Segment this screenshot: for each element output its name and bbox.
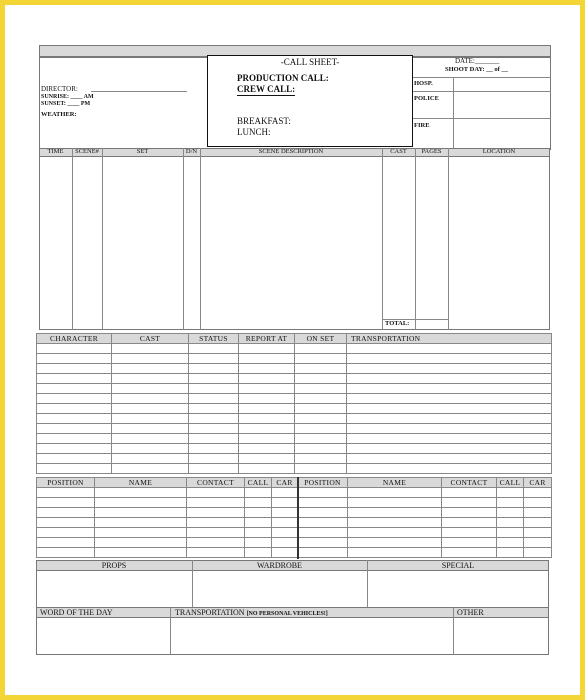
table-cell[interactable] bbox=[347, 404, 552, 414]
table-cell[interactable] bbox=[37, 444, 112, 454]
column-header: ON SET bbox=[295, 334, 347, 344]
table-cell[interactable] bbox=[347, 434, 552, 444]
table-cell[interactable] bbox=[348, 518, 442, 528]
table-cell[interactable] bbox=[348, 548, 442, 558]
table-cell[interactable] bbox=[112, 454, 189, 464]
table-cell[interactable] bbox=[95, 518, 187, 528]
table-cell[interactable] bbox=[239, 344, 295, 354]
shoot-day-label: SHOOT DAY: __ of __ bbox=[445, 66, 508, 73]
table-cell[interactable] bbox=[112, 444, 189, 454]
table-cell[interactable] bbox=[524, 528, 552, 538]
table-cell[interactable] bbox=[37, 394, 112, 404]
table-cell[interactable] bbox=[187, 488, 245, 498]
sunset-label: SUNSET: ____ PM bbox=[41, 101, 91, 107]
table-cell[interactable] bbox=[37, 374, 112, 384]
table-cell[interactable] bbox=[442, 548, 497, 558]
table-cell[interactable] bbox=[245, 508, 272, 518]
table-header-row bbox=[37, 334, 552, 344]
table-cell[interactable] bbox=[347, 444, 552, 454]
column-header: NAME bbox=[95, 478, 187, 488]
table-cell[interactable] bbox=[95, 538, 187, 548]
table-cell[interactable] bbox=[37, 364, 112, 374]
table-cell[interactable] bbox=[239, 394, 295, 404]
table-row bbox=[37, 374, 552, 384]
table-cell[interactable] bbox=[524, 518, 552, 528]
table-cell[interactable] bbox=[245, 498, 272, 508]
table-header-row bbox=[37, 478, 552, 488]
table-row bbox=[37, 394, 552, 404]
table-cell[interactable] bbox=[347, 354, 552, 364]
table-cell[interactable] bbox=[298, 528, 348, 538]
table-cell[interactable] bbox=[112, 404, 189, 414]
table-cell[interactable] bbox=[189, 464, 239, 474]
scene-column-header: SET bbox=[136, 148, 149, 155]
table-cell[interactable] bbox=[95, 548, 187, 558]
right-divider-2 bbox=[413, 91, 551, 92]
table-cell[interactable] bbox=[295, 414, 347, 424]
table-cell[interactable] bbox=[272, 538, 298, 548]
column-header: CONTACT bbox=[442, 478, 497, 488]
table-cell[interactable] bbox=[239, 364, 295, 374]
table-row bbox=[37, 344, 552, 354]
table-cell[interactable] bbox=[497, 548, 524, 558]
table-cell[interactable] bbox=[298, 518, 348, 528]
table-cell[interactable] bbox=[348, 538, 442, 548]
table-cell[interactable] bbox=[348, 488, 442, 498]
column-header: STATUS bbox=[189, 334, 239, 344]
director-line[interactable] bbox=[91, 91, 187, 92]
scene-column-line bbox=[72, 148, 73, 330]
column-header: CAST bbox=[112, 334, 189, 344]
table-cell[interactable] bbox=[298, 488, 348, 498]
scene-column-header: PAGES bbox=[421, 148, 442, 155]
table-row bbox=[37, 508, 552, 518]
table-cell[interactable] bbox=[189, 384, 239, 394]
total-label: TOTAL: bbox=[385, 320, 410, 327]
call-sheet-page bbox=[5, 5, 580, 695]
table-cell[interactable] bbox=[497, 538, 524, 548]
special-label: SPECIAL bbox=[441, 561, 475, 570]
scene-column-line bbox=[448, 148, 449, 330]
right-divider-v bbox=[453, 77, 454, 150]
crew-call-label: CREW CALL: bbox=[237, 84, 296, 94]
table-cell[interactable] bbox=[295, 394, 347, 404]
table-cell[interactable] bbox=[187, 498, 245, 508]
table-cell[interactable] bbox=[442, 528, 497, 538]
table-cell[interactable] bbox=[239, 424, 295, 434]
date-label: DATE:_______ bbox=[455, 57, 500, 65]
table-cell[interactable] bbox=[295, 364, 347, 374]
breakfast-label: BREAKFAST: bbox=[237, 116, 291, 126]
table-cell[interactable] bbox=[95, 488, 187, 498]
table-cell[interactable] bbox=[239, 434, 295, 444]
table-cell[interactable] bbox=[189, 434, 239, 444]
column-header: NAME bbox=[348, 478, 442, 488]
scene-column-header: TIME bbox=[47, 148, 64, 155]
table-cell[interactable] bbox=[347, 464, 552, 474]
table-cell[interactable] bbox=[112, 434, 189, 444]
word-of-day-label: WORD OF THE DAY bbox=[40, 608, 113, 617]
table-cell[interactable] bbox=[95, 528, 187, 538]
table-row bbox=[37, 548, 552, 558]
weather-label: WEATHER: bbox=[41, 111, 77, 118]
table-cell[interactable] bbox=[112, 364, 189, 374]
table-cell[interactable] bbox=[37, 434, 112, 444]
table-cell[interactable] bbox=[348, 498, 442, 508]
scene-column-header: SCENE DESCRIPTION bbox=[258, 148, 324, 155]
transportation-label: TRANSPORTATION bbox=[175, 608, 245, 617]
table-cell[interactable] bbox=[442, 518, 497, 528]
table-cell[interactable] bbox=[497, 528, 524, 538]
table-cell[interactable] bbox=[189, 454, 239, 464]
scene-column-line bbox=[102, 148, 103, 330]
column-header: TRANSPORTATION bbox=[347, 334, 552, 344]
table-cell[interactable] bbox=[298, 538, 348, 548]
table-cell[interactable] bbox=[245, 528, 272, 538]
table-cell[interactable] bbox=[295, 454, 347, 464]
table-cell[interactable] bbox=[187, 548, 245, 558]
table-cell[interactable] bbox=[245, 538, 272, 548]
scene-column-header: LOCATION bbox=[482, 148, 516, 155]
table-cell[interactable] bbox=[295, 464, 347, 474]
scene-column-line bbox=[382, 148, 383, 330]
table-cell[interactable] bbox=[347, 384, 552, 394]
table-cell[interactable] bbox=[272, 518, 298, 528]
table-cell[interactable] bbox=[239, 454, 295, 464]
table-cell[interactable] bbox=[524, 508, 552, 518]
table-cell[interactable] bbox=[347, 364, 552, 374]
table-cell[interactable] bbox=[112, 394, 189, 404]
scene-column-line bbox=[183, 148, 184, 330]
table-cell[interactable] bbox=[37, 384, 112, 394]
table-row bbox=[37, 434, 552, 444]
table-cell[interactable] bbox=[239, 384, 295, 394]
table-cell[interactable] bbox=[187, 538, 245, 548]
sunrise-label: SUNRISE: ____ AM bbox=[41, 94, 94, 100]
column-header: CAR bbox=[272, 478, 298, 488]
table-row bbox=[37, 404, 552, 414]
table-cell[interactable] bbox=[295, 444, 347, 454]
table-cell[interactable] bbox=[239, 374, 295, 384]
table-cell[interactable] bbox=[497, 488, 524, 498]
table-cell[interactable] bbox=[272, 508, 298, 518]
table-cell[interactable] bbox=[524, 498, 552, 508]
table-cell[interactable] bbox=[245, 518, 272, 528]
table-cell[interactable] bbox=[347, 374, 552, 384]
table-cell[interactable] bbox=[189, 394, 239, 404]
table-row bbox=[37, 528, 552, 538]
table-cell[interactable] bbox=[189, 374, 239, 384]
scene-column-header: SCENE# bbox=[75, 148, 99, 155]
table-cell[interactable] bbox=[272, 488, 298, 498]
table-cell[interactable] bbox=[187, 528, 245, 538]
right-divider-1 bbox=[413, 77, 551, 78]
scene-table bbox=[39, 148, 550, 330]
table-cell[interactable] bbox=[272, 528, 298, 538]
table-cell[interactable] bbox=[112, 384, 189, 394]
scene-column-header: D/N bbox=[185, 148, 198, 155]
table-cell[interactable] bbox=[112, 344, 189, 354]
table-row bbox=[37, 444, 552, 454]
table-cell[interactable] bbox=[112, 464, 189, 474]
column-header: POSITION bbox=[37, 478, 95, 488]
call-sheet-title: -CALL SHEET- bbox=[280, 57, 340, 67]
table-cell[interactable] bbox=[37, 518, 95, 528]
table-cell[interactable] bbox=[442, 498, 497, 508]
table-cell[interactable] bbox=[442, 508, 497, 518]
police-label: POLICE bbox=[414, 95, 439, 102]
right-divider-3 bbox=[413, 118, 551, 119]
scene-column-line bbox=[415, 148, 416, 330]
table-cell[interactable] bbox=[497, 498, 524, 508]
crew-call-underline bbox=[237, 95, 295, 96]
table-row bbox=[37, 354, 552, 364]
table-cell[interactable] bbox=[37, 404, 112, 414]
table-cell[interactable] bbox=[298, 498, 348, 508]
table-cell[interactable] bbox=[295, 374, 347, 384]
table-cell[interactable] bbox=[298, 508, 348, 518]
character-table bbox=[36, 333, 552, 474]
table-cell[interactable] bbox=[442, 488, 497, 498]
table-cell[interactable] bbox=[95, 508, 187, 518]
table-cell[interactable] bbox=[347, 454, 552, 464]
table-cell[interactable] bbox=[37, 498, 95, 508]
table-cell[interactable] bbox=[37, 508, 95, 518]
table-cell[interactable] bbox=[239, 414, 295, 424]
column-header: CHARACTER bbox=[37, 334, 112, 344]
wardrobe-label: WARDROBE bbox=[257, 561, 302, 570]
table-cell[interactable] bbox=[347, 414, 552, 424]
table-row bbox=[37, 364, 552, 374]
table-cell[interactable] bbox=[497, 508, 524, 518]
column-header: CAR bbox=[524, 478, 552, 488]
table-cell[interactable] bbox=[347, 424, 552, 434]
crew-table-divider bbox=[297, 477, 299, 559]
table-cell[interactable] bbox=[37, 538, 95, 548]
column-header: CONTACT bbox=[187, 478, 245, 488]
fire-label: FIRE bbox=[414, 122, 430, 129]
director-label: DIRECTOR: bbox=[41, 85, 78, 93]
table-cell[interactable] bbox=[497, 518, 524, 528]
column-header: CALL bbox=[497, 478, 524, 488]
table-cell[interactable] bbox=[295, 344, 347, 354]
table-row bbox=[37, 538, 552, 548]
table-row bbox=[37, 384, 552, 394]
table-cell[interactable] bbox=[295, 354, 347, 364]
table-cell[interactable] bbox=[239, 444, 295, 454]
table-cell[interactable] bbox=[272, 548, 298, 558]
table-cell[interactable] bbox=[189, 344, 239, 354]
table-cell[interactable] bbox=[245, 488, 272, 498]
table-row bbox=[37, 488, 552, 498]
table-cell[interactable] bbox=[112, 414, 189, 424]
table-cell[interactable] bbox=[187, 508, 245, 518]
table-cell[interactable] bbox=[347, 344, 552, 354]
table-row bbox=[37, 454, 552, 464]
table-cell[interactable] bbox=[245, 548, 272, 558]
notes-divider-1 bbox=[170, 607, 171, 655]
table-cell[interactable] bbox=[189, 404, 239, 414]
hosp-label: HOSP. bbox=[414, 80, 433, 87]
table-cell[interactable] bbox=[239, 464, 295, 474]
no-personal-vehicles-note: [NO PERSONAL VEHICLES!] bbox=[246, 611, 328, 617]
table-row bbox=[37, 498, 552, 508]
table-cell[interactable] bbox=[524, 488, 552, 498]
table-cell[interactable] bbox=[295, 404, 347, 414]
props-label: PROPS bbox=[101, 561, 127, 570]
production-call-label: PRODUCTION CALL: bbox=[237, 73, 329, 83]
column-header: REPORT AT bbox=[239, 334, 295, 344]
table-cell[interactable] bbox=[37, 548, 95, 558]
table-row bbox=[37, 464, 552, 474]
table-cell[interactable] bbox=[37, 488, 95, 498]
table-cell[interactable] bbox=[347, 394, 552, 404]
table-cell[interactable] bbox=[524, 548, 552, 558]
scene-column-header: CAST bbox=[390, 148, 407, 155]
table-cell[interactable] bbox=[189, 414, 239, 424]
crew-table bbox=[36, 477, 552, 558]
table-cell[interactable] bbox=[239, 404, 295, 414]
table-cell[interactable] bbox=[189, 364, 239, 374]
table-cell[interactable] bbox=[348, 508, 442, 518]
table-cell[interactable] bbox=[37, 464, 112, 474]
table-cell[interactable] bbox=[348, 528, 442, 538]
transportation-note-label bbox=[175, 609, 328, 617]
table-cell[interactable] bbox=[524, 538, 552, 548]
table-cell[interactable] bbox=[37, 454, 112, 464]
table-cell[interactable] bbox=[295, 424, 347, 434]
table-cell[interactable] bbox=[112, 424, 189, 434]
table-cell[interactable] bbox=[239, 354, 295, 364]
other-label: OTHER bbox=[457, 608, 484, 617]
table-cell[interactable] bbox=[442, 538, 497, 548]
table-cell[interactable] bbox=[272, 498, 298, 508]
table-cell[interactable] bbox=[295, 434, 347, 444]
column-header: POSITION bbox=[298, 478, 348, 488]
table-cell[interactable] bbox=[112, 374, 189, 384]
table-row bbox=[37, 414, 552, 424]
table-cell[interactable] bbox=[37, 414, 112, 424]
table-cell[interactable] bbox=[187, 518, 245, 528]
table-row bbox=[37, 518, 552, 528]
table-cell[interactable] bbox=[95, 498, 187, 508]
table-row bbox=[37, 424, 552, 434]
notes-divider-2 bbox=[453, 607, 454, 655]
table-cell[interactable] bbox=[37, 528, 95, 538]
table-cell[interactable] bbox=[112, 354, 189, 364]
scene-column-line bbox=[200, 148, 201, 330]
column-header: CALL bbox=[245, 478, 272, 488]
table-cell[interactable] bbox=[189, 424, 239, 434]
lunch-label: LUNCH: bbox=[237, 127, 271, 137]
table-cell[interactable] bbox=[295, 384, 347, 394]
table-cell[interactable] bbox=[37, 344, 112, 354]
table-cell[interactable] bbox=[37, 354, 112, 364]
table-cell[interactable] bbox=[189, 444, 239, 454]
table-cell[interactable] bbox=[37, 424, 112, 434]
table-cell[interactable] bbox=[189, 354, 239, 364]
table-cell[interactable] bbox=[298, 548, 348, 558]
